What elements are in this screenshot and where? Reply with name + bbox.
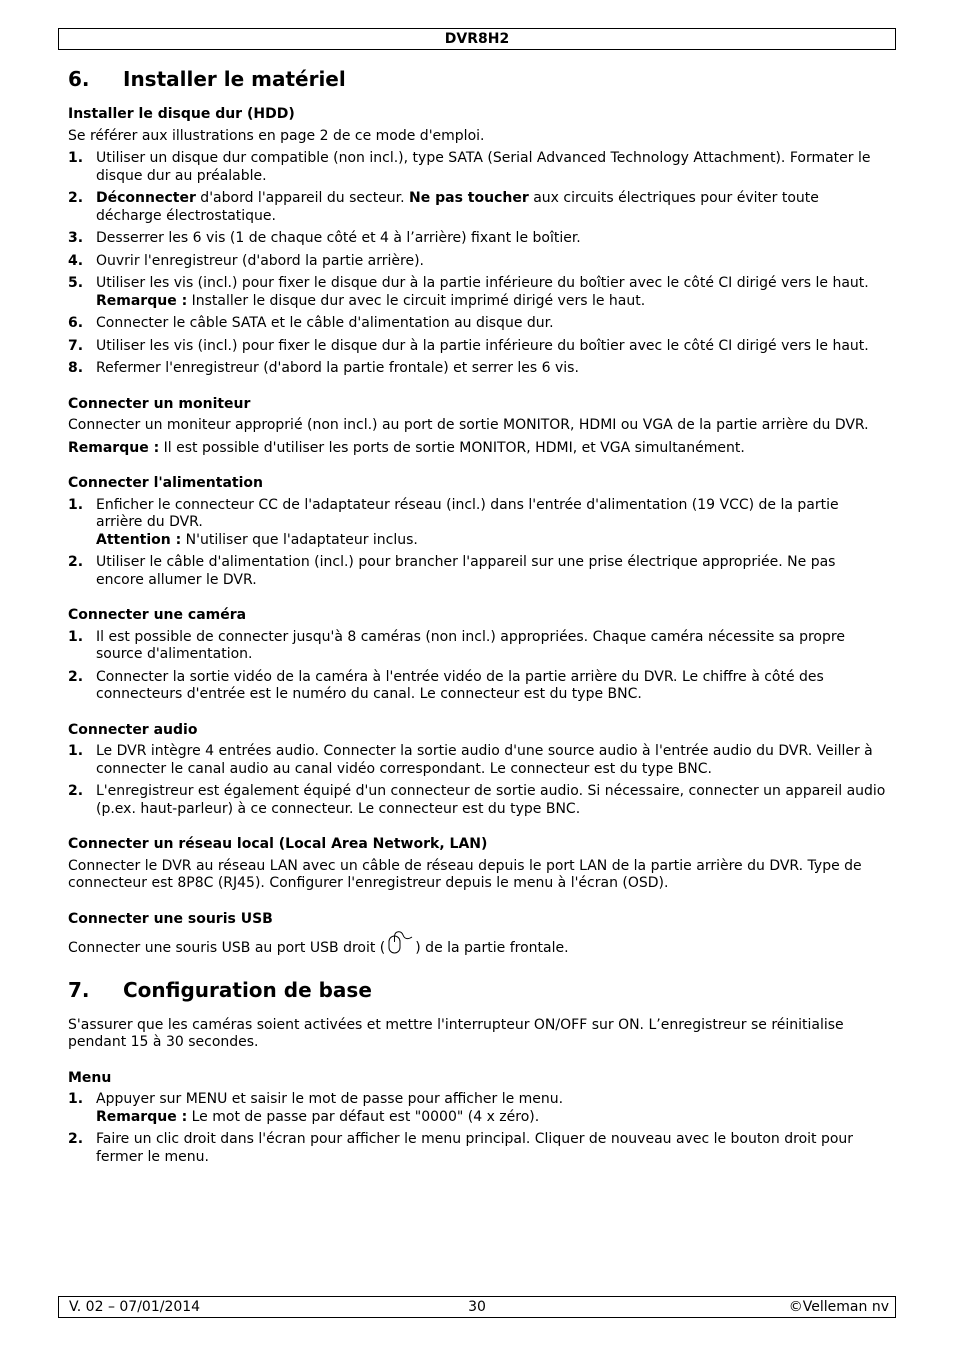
- mouse-heading: Connecter une souris USB: [68, 910, 273, 927]
- camera-heading: Connecter une caméra: [68, 607, 247, 623]
- page-footer: [58, 1296, 896, 1318]
- page-content: [68, 66, 886, 1171]
- section-number: 7.: [68, 977, 90, 1002]
- list-item: 2. Faire un clic droit dans l'écran pour afficher le menu principal. Cliquer de nouveau avec le bouton droit pour fermer le menu.: [68, 1131, 854, 1165]
- list-item: 6. Connecter le câble SATA et le câble d'alimentation au disque dur.: [68, 315, 554, 331]
- list-item: 2. Connecter la sortie vidéo de la caméra à l'entrée vidéo de la partie arrière du DVR. Le chiffre à côté des connecteurs d'entrée est le numéro du canal. Le connecteur est du type BNC.: [68, 668, 824, 702]
- lan-heading: Connecter un réseau local (Local Area Network, LAN): [68, 836, 488, 852]
- power-steps: [68, 497, 886, 590]
- monitor-text: Connecter un moniteur approprié (non incl.) au port de sortie MONITOR, HDMI ou VGA de la partie arrière du DVR.: [68, 417, 869, 433]
- list-item: 8. Refermer l'enregistreur (d'abord la partie frontale) et serrer les 6 vis.: [68, 360, 579, 376]
- list-item: 1. Le DVR intègre 4 entrées audio. Connecter la sortie audio d'une source audio à l'entrée audio du DVR. Veiller à connecter le canal audio au canal vidéo correspondant. Le connecteur est du type BNC.: [68, 743, 873, 777]
- section-title-text: Configuration de base: [123, 977, 372, 1002]
- copyright: ©Velleman nv: [788, 1299, 889, 1315]
- list-item: 5. Utiliser les vis (incl.) pour fixer le disque dur à la partie inférieure du boîtier avec le côté CI dirigé vers le haut. Remarque : Installer le disque dur avec le circuit imprimé dirigé vers le haut.: [68, 275, 869, 309]
- lan-text: Connecter le DVR au réseau LAN avec un câble de réseau depuis le port LAN de la partie arrière du DVR. Type de connecteur est 8P8C (RJ45). Configurer l'enregistreur depuis le menu à l'écran (OSD).: [68, 857, 862, 891]
- monitor-heading: Connecter un moniteur: [68, 395, 251, 412]
- section-number: 6.: [68, 67, 90, 91]
- list-item: 2. L'enregistreur est également équipé d'un connecteur de sortie audio. Si nécessaire, connecter un appareil audio (p.ex. haut-parleur) à ce connecteur. Le connecteur est du type BNC.: [68, 783, 886, 817]
- list-item: 2. Déconnecter d'abord l'appareil du secteur. Ne pas toucher aux circuits électriques pour éviter toute décharge électrostatique.: [68, 190, 819, 224]
- page-number: 30: [468, 1299, 486, 1315]
- list-item: 2. Utiliser le câble d'alimentation (incl.) pour brancher l'appareil sur une prise électrique appropriée. Ne pas encore allumer le DVR.: [68, 554, 836, 588]
- list-item: 3. Desserrer les 6 vis (1 de chaque côté et 4 à l’arrière) fixant le boîtier.: [68, 230, 581, 246]
- monitor-note: Remarque : Il est possible d'utiliser les ports de sortie MONITOR, HDMI, et VGA simultanément.: [68, 439, 745, 456]
- hdd-steps: [68, 150, 886, 378]
- model-name: DVR8H2: [444, 31, 510, 47]
- version-date: V. 02 – 07/01/2014: [69, 1299, 201, 1315]
- page-header: [58, 28, 896, 50]
- list-item: 1. Appuyer sur MENU et saisir le mot de passe pour afficher le menu. Remarque : Le mot de passe par défaut est "0000" (4 x zéro).: [68, 1091, 564, 1125]
- section-title-text: Installer le matériel: [123, 67, 346, 91]
- hdd-intro: Se référer aux illustrations en page 2 de ce mode d'emploi.: [68, 127, 485, 144]
- list-item: 1. Utiliser un disque dur compatible (non incl.), type SATA (Serial Advanced Technology Attachment). Formater le disque dur au préalable.: [68, 150, 871, 184]
- mouse-text: Connecter une souris USB au port USB droit ( ) de la partie frontale.: [68, 930, 886, 958]
- power-heading: Connecter l'alimentation: [68, 475, 263, 491]
- menu-heading: Menu: [68, 1069, 112, 1086]
- list-item: 7. Utiliser les vis (incl.) pour fixer le disque dur à la partie inférieure du boîtier avec le côté CI dirigé vers le haut.: [68, 337, 869, 354]
- menu-steps: [68, 1091, 886, 1166]
- audio-steps: [68, 743, 886, 818]
- camera-steps: [68, 629, 886, 704]
- hdd-heading: Installer le disque dur (HDD): [68, 106, 295, 122]
- config-intro: S'assurer que les caméras soient activées et mettre l'interrupteur ON/OFF sur ON. L’enregistreur se réinitialise pendant 15 à 30 secondes.: [68, 1016, 844, 1050]
- audio-heading: Connecter audio: [68, 721, 198, 738]
- list-item: 1. Il est possible de connecter jusqu'à 8 caméras (non incl.) appropriées. Chaque caméra nécessite sa propre source d'alimentation.: [68, 628, 845, 662]
- mouse-icon: [385, 930, 415, 956]
- list-item: 1. Enficher le connecteur CC de l'adaptateur réseau (incl.) dans l'entrée d'alimentation (19 VCC) de la partie arrière du DVR. Attention : N'utiliser que l'adaptateur inclus.: [68, 496, 839, 548]
- section-7-title: [68, 977, 886, 1003]
- list-item: 4. Ouvrir l'enregistreur (d'abord la partie arrière).: [68, 252, 424, 269]
- section-6-title: [68, 66, 886, 92]
